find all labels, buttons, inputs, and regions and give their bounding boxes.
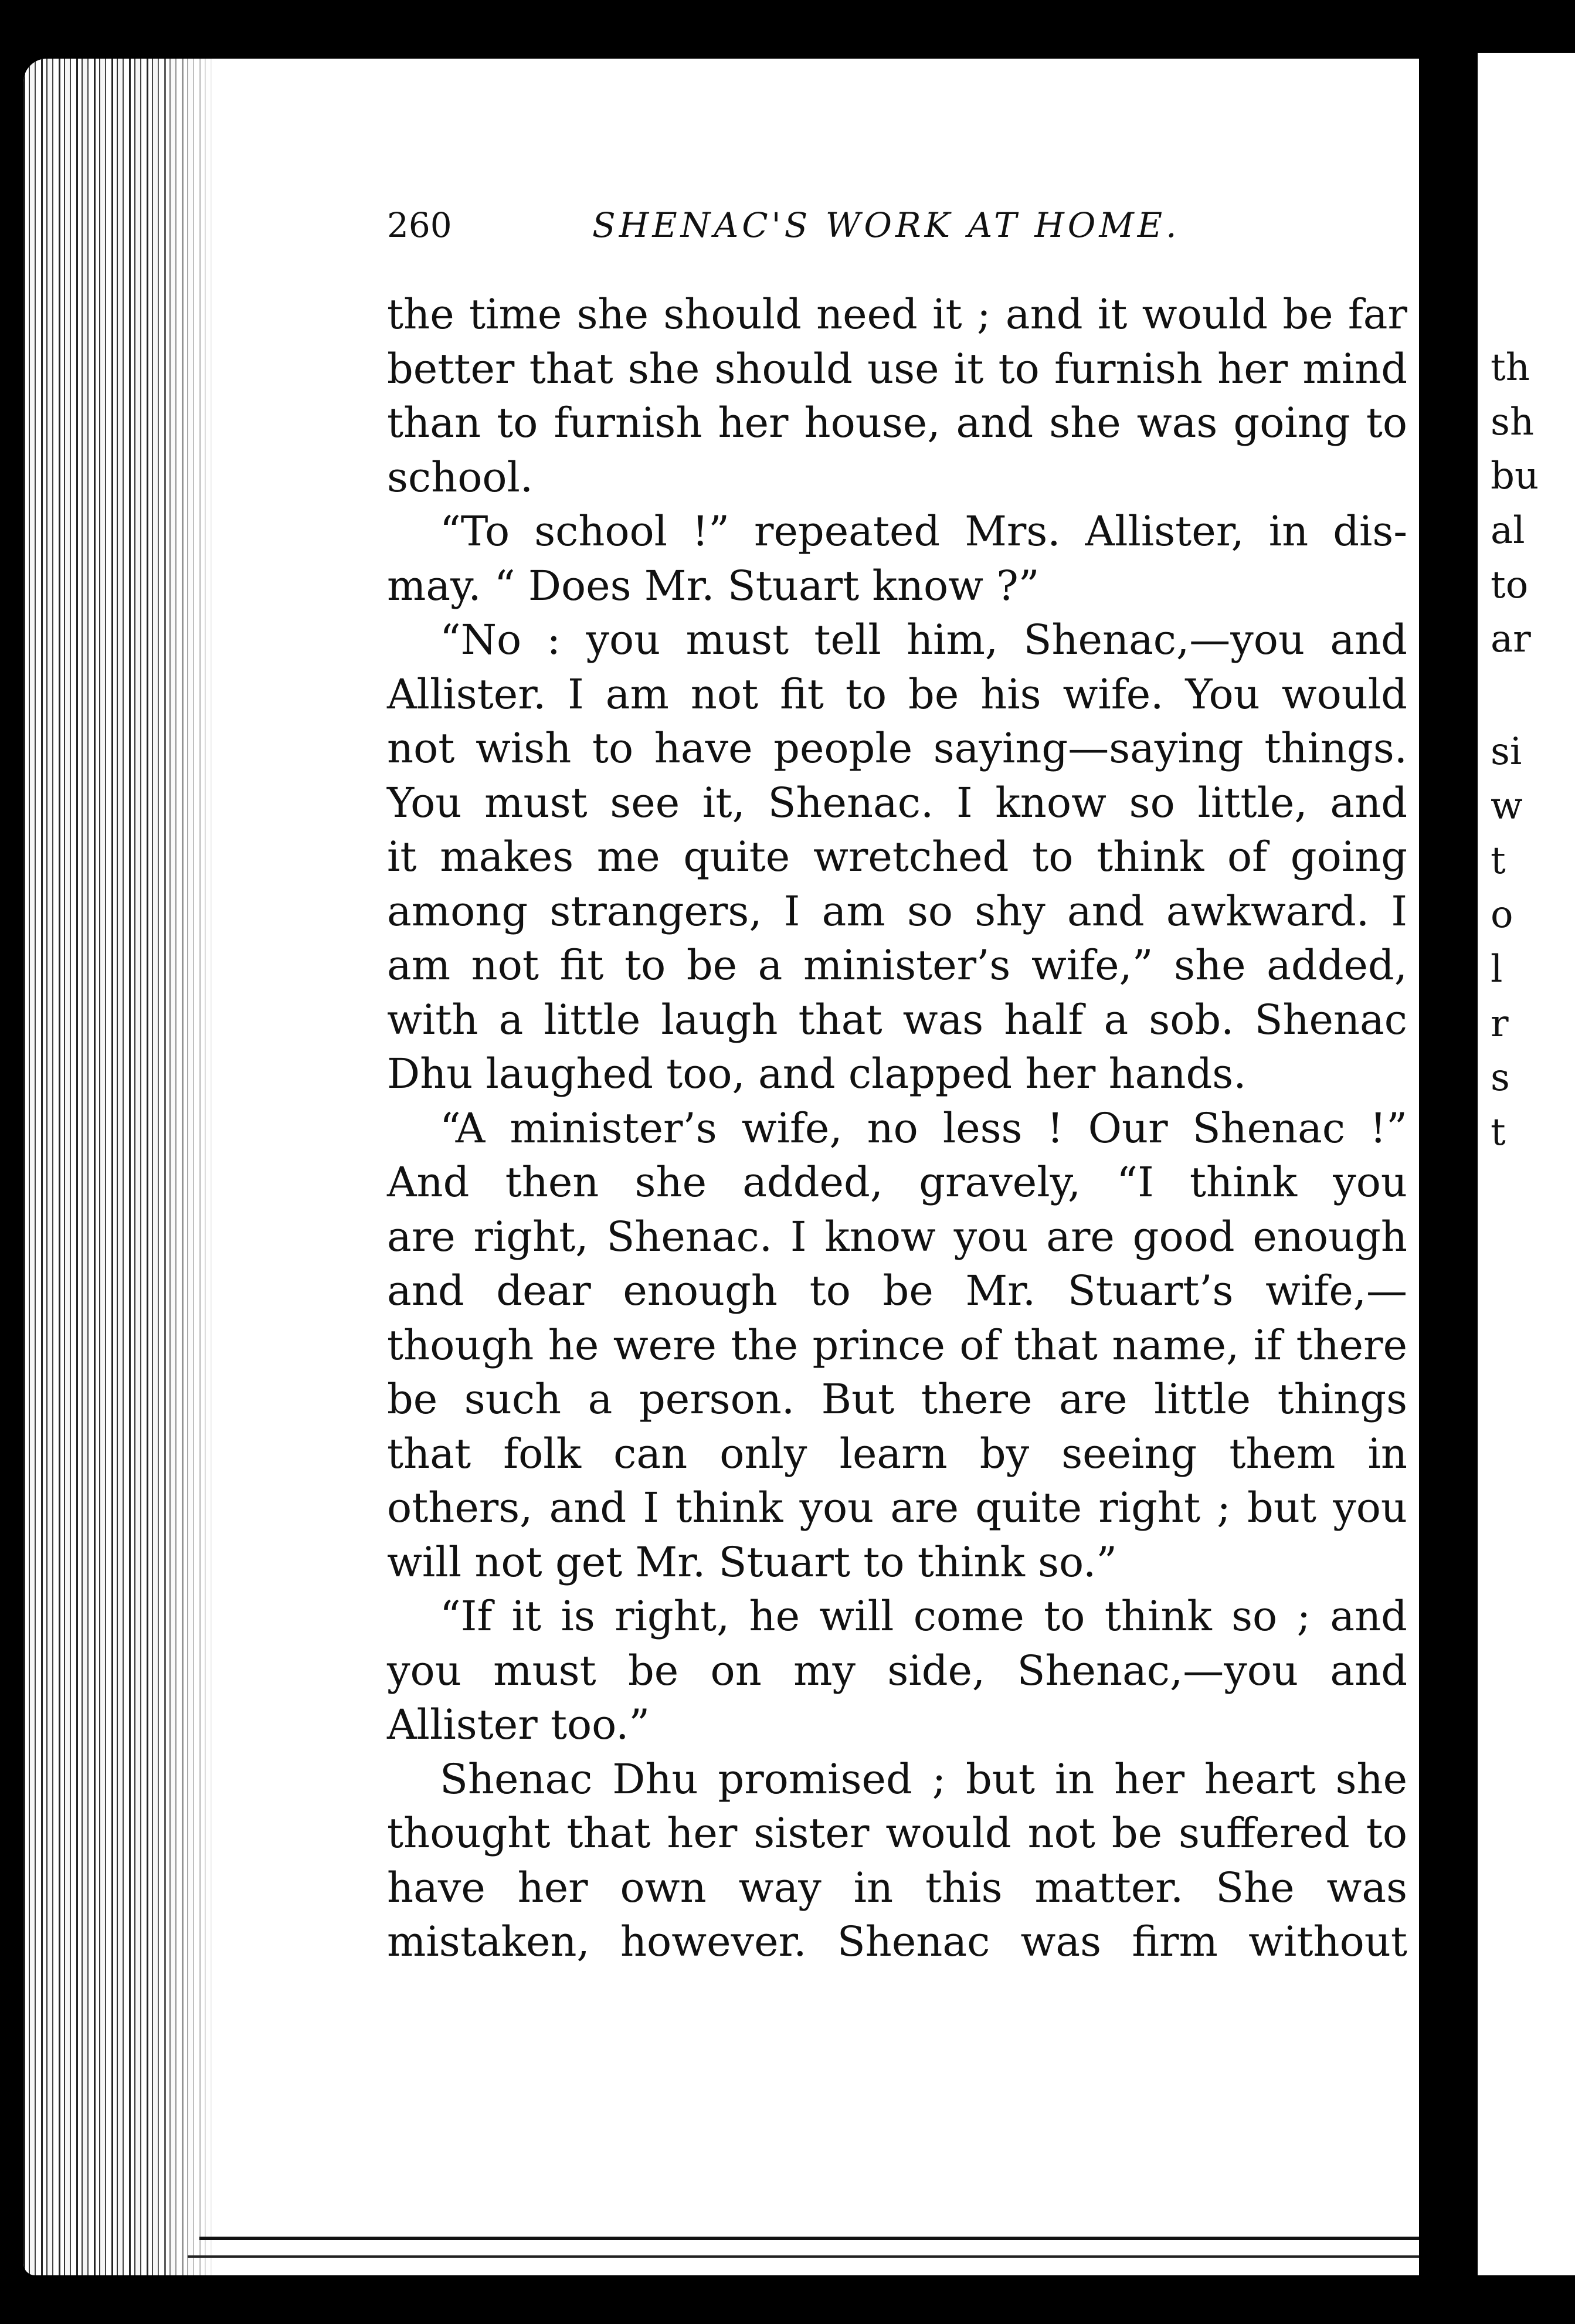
text-line: “No : you must tell him, Shenac,—you and (440, 616, 1407, 664)
text-line: Allister. I am not fit to be his wife. You would (387, 670, 1407, 718)
text-line: school. (387, 453, 534, 501)
text-line: will not get Mr. Stuart to think so.” (387, 1538, 1117, 1586)
right-page-fragment: s (1491, 1056, 1510, 1100)
page-header (387, 205, 1401, 258)
text-line: Shenac Dhu promised ; but in her heart she (440, 1755, 1407, 1803)
text-line: others, and I think you are quite right ; but you (387, 1484, 1407, 1532)
right-page-fragment: t (1491, 1111, 1506, 1154)
right-page-fragment: bu (1491, 454, 1539, 498)
bottom-rule (199, 2237, 1437, 2240)
right-page-fragment: al (1491, 509, 1525, 552)
text-line: “To school !” repeated Mrs. Allister, in dis- (440, 507, 1407, 555)
text-line: are right, Shenac. I know you are good enough (387, 1212, 1407, 1261)
text-line: thought that her sister would not be suffered to (387, 1809, 1407, 1857)
text-line: “A minister’s wife, no less ! Our Shenac !” (440, 1104, 1407, 1152)
right-page-fragment: w (1491, 785, 1523, 828)
text-line: And then she added, gravely, “I think you (387, 1158, 1407, 1206)
text-line: be such a person. But there are little things (387, 1375, 1407, 1423)
text-line: Dhu laughed too, and clapped her hands. (387, 1050, 1247, 1098)
right-page (1478, 53, 1575, 2275)
text-line: Allister too.” (387, 1701, 650, 1749)
right-page-fragment: r (1491, 1002, 1509, 1046)
right-page-fragment: t (1491, 839, 1506, 883)
text-line: than to furnish her house, and she was going to (387, 399, 1407, 447)
bottom-rule-secondary (188, 2255, 1437, 2258)
text-line: that folk can only learn by seeing them in (387, 1429, 1407, 1478)
text-line: among strangers, I am so shy and awkward. I (387, 887, 1407, 935)
text-line: and dear enough to be Mr. Stuart’s wife,— (387, 1267, 1407, 1315)
book-gutter (1419, 59, 1448, 2281)
text-line: have her own way in this matter. She was (387, 1863, 1407, 1912)
right-page-fragment: to (1491, 564, 1529, 607)
text-line: am not fit to be a minister’s wife,” she added, (387, 941, 1407, 989)
text-line: with a little laugh that was half a sob. Shenac (387, 995, 1407, 1044)
text-line: you must be on my side, Shenac,—you and (387, 1646, 1407, 1695)
right-page-fragment: th (1491, 346, 1530, 389)
right-page-fragment: si (1491, 730, 1522, 773)
text-line: it makes me quite wretched to think of going (387, 833, 1407, 881)
text-line: You must see it, Shenac. I know so little, and (387, 778, 1407, 827)
right-page-fragment: o (1491, 893, 1513, 937)
text-line: though he were the prince of that name, if there (387, 1321, 1407, 1369)
text-line: mistaken, however. Shenac was firm without (387, 1918, 1407, 1966)
right-page-fragment: ar (1491, 618, 1531, 661)
text-line: better that she should use it to furnish her mind (387, 344, 1407, 393)
text-line: not wish to have people saying—saying things. (387, 724, 1407, 772)
running-title: SHENAC'S WORK AT HOME. (592, 205, 1180, 245)
body-text (387, 287, 1407, 1969)
text-line: “If it is right, he will come to think so ; and (440, 1592, 1407, 1640)
page-number: 260 (387, 205, 452, 245)
page-edges (23, 59, 217, 2275)
right-page-fragment: l (1491, 948, 1503, 991)
text-line: the time she should need it ; and it would be far (387, 290, 1407, 338)
text-line: may. “ Does Mr. Stuart know ?” (387, 561, 1040, 610)
right-page-fragment: sh (1491, 401, 1535, 444)
